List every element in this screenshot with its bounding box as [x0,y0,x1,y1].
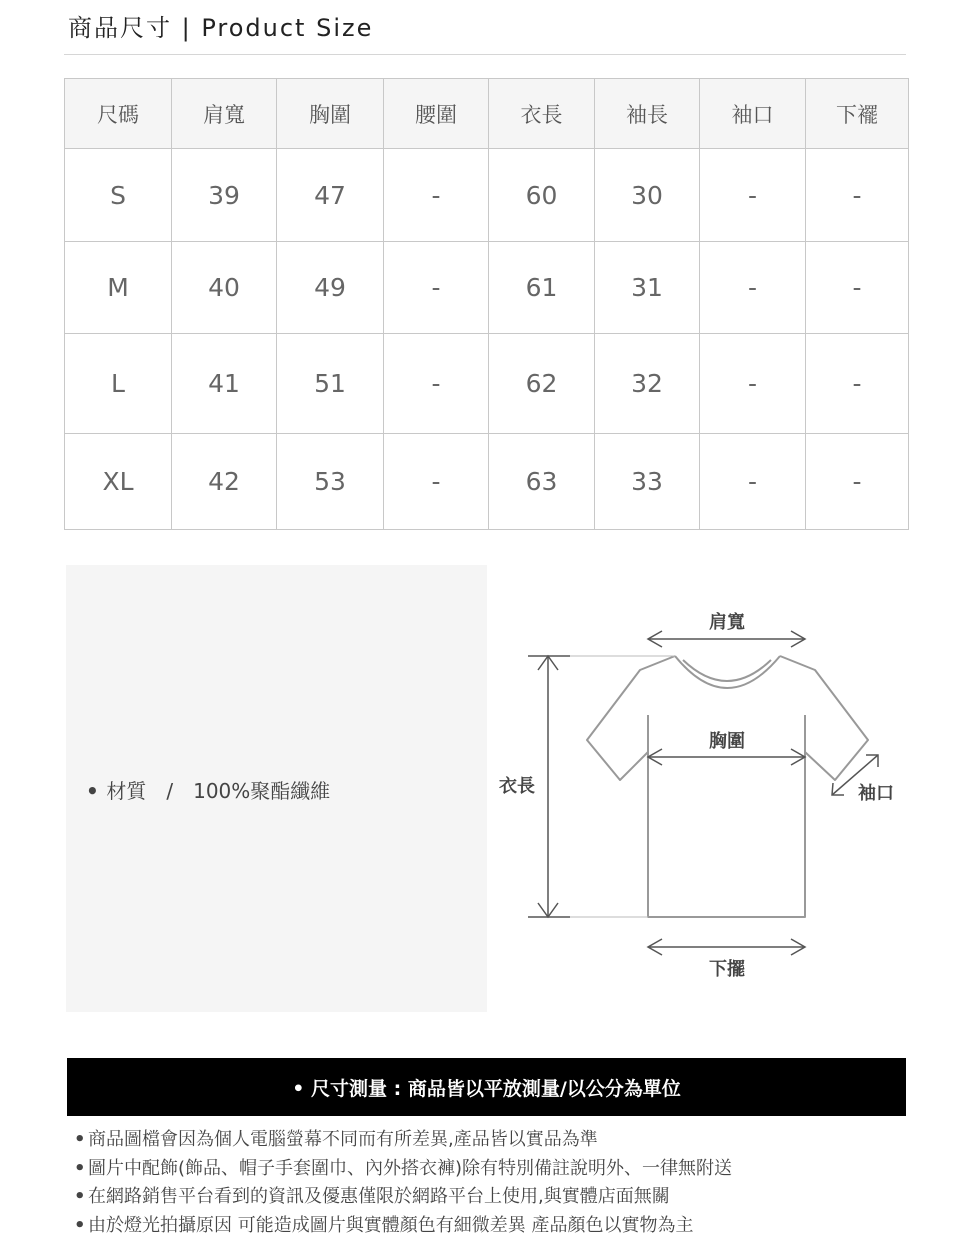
col-header-waist: 腰圍 [384,79,489,149]
table-cell: 39 [172,149,277,242]
table-row [65,242,909,334]
table-cell: - [806,334,909,434]
col-header-hem: 下襬 [806,79,909,149]
table-row [65,149,909,242]
note-text: 圖片中配飾(飾品、帽子手套圍巾、內外搭衣褲)除有特別備註說明外、一律無附送 [88,1157,733,1179]
table-cell: 61 [489,242,595,334]
table-cell: 51 [277,334,384,434]
tshirt-outline [587,656,868,917]
measurement-banner [67,1058,906,1116]
notes-list [74,1126,732,1240]
table-cell: - [700,334,806,434]
col-header-cuff: 袖口 [700,79,806,149]
table-row [65,334,909,434]
table-cell: 47 [277,149,384,242]
measurement-diagram [490,590,910,990]
table-cell: - [806,434,909,530]
col-header-chest: 胸圍 [277,79,384,149]
table-cell: - [384,149,489,242]
material-panel [66,565,487,1012]
material-text: 材質 / 100%聚酯纖維 [106,779,331,803]
material-info [86,775,330,804]
list-item [74,1212,732,1241]
note-text: 由於燈光拍攝原因 可能造成圖片與實體顏色有細微差異 產品顏色以實物為主 [88,1214,694,1236]
table-cell: 33 [595,434,700,530]
table-row [65,434,909,530]
table-cell: 41 [172,334,277,434]
table-cell: - [384,434,489,530]
label-hem: 下擺 [709,959,745,980]
table-cell: 62 [489,334,595,434]
table-cell: 53 [277,434,384,530]
banner-text: • 尺寸測量 : 商品皆以平放測量/以公分為單位 [292,1078,681,1100]
label-length: 衣長 [499,776,535,797]
table-cell: - [806,149,909,242]
table-cell: 31 [595,242,700,334]
label-shoulder: 肩寬 [709,612,745,633]
note-bullet: • [74,1186,86,1207]
table-cell: 63 [489,434,595,530]
table-cell: 49 [277,242,384,334]
col-header-length: 衣長 [489,79,595,149]
table-cell: L [65,334,172,434]
section-header [64,0,906,55]
table-cell: - [700,434,806,530]
note-text: 商品圖檔會因為個人電腦螢幕不同而有所差異,產品皆以實品為準 [88,1129,598,1150]
col-header-shoulder: 肩寬 [172,79,277,149]
table-cell: 32 [595,334,700,434]
table-cell: 60 [489,149,595,242]
table-cell: - [700,149,806,242]
note-bullet: • [74,1214,86,1236]
table-cell: S [65,149,172,242]
table-cell: - [384,334,489,434]
list-item [74,1155,732,1184]
material-bullet: • [86,779,99,803]
table-cell: 42 [172,434,277,530]
table-header-row [65,79,909,149]
table-cell: 30 [595,149,700,242]
note-bullet: • [74,1157,86,1179]
size-table [64,78,909,530]
note-bullet: • [74,1129,86,1150]
list-item [74,1126,732,1155]
table-cell: - [806,242,909,334]
tshirt-diagram-svg [490,590,910,990]
table-cell: M [65,242,172,334]
col-header-sleeve: 袖長 [595,79,700,149]
table-cell: - [384,242,489,334]
label-chest: 胸圍 [709,731,745,752]
section-title: 商品尺寸 | Product Size [68,14,374,42]
table-cell: - [700,242,806,334]
table-cell: 40 [172,242,277,334]
list-item [74,1183,732,1212]
col-header-size: 尺碼 [65,79,172,149]
table-cell: XL [65,434,172,530]
tshirt-collar-outer [675,656,780,688]
note-text: 在網路銷售平台看到的資訊及優惠僅限於網路平台上使用,與實體店面無關 [88,1186,670,1207]
label-cuff: 袖口 [858,783,894,804]
